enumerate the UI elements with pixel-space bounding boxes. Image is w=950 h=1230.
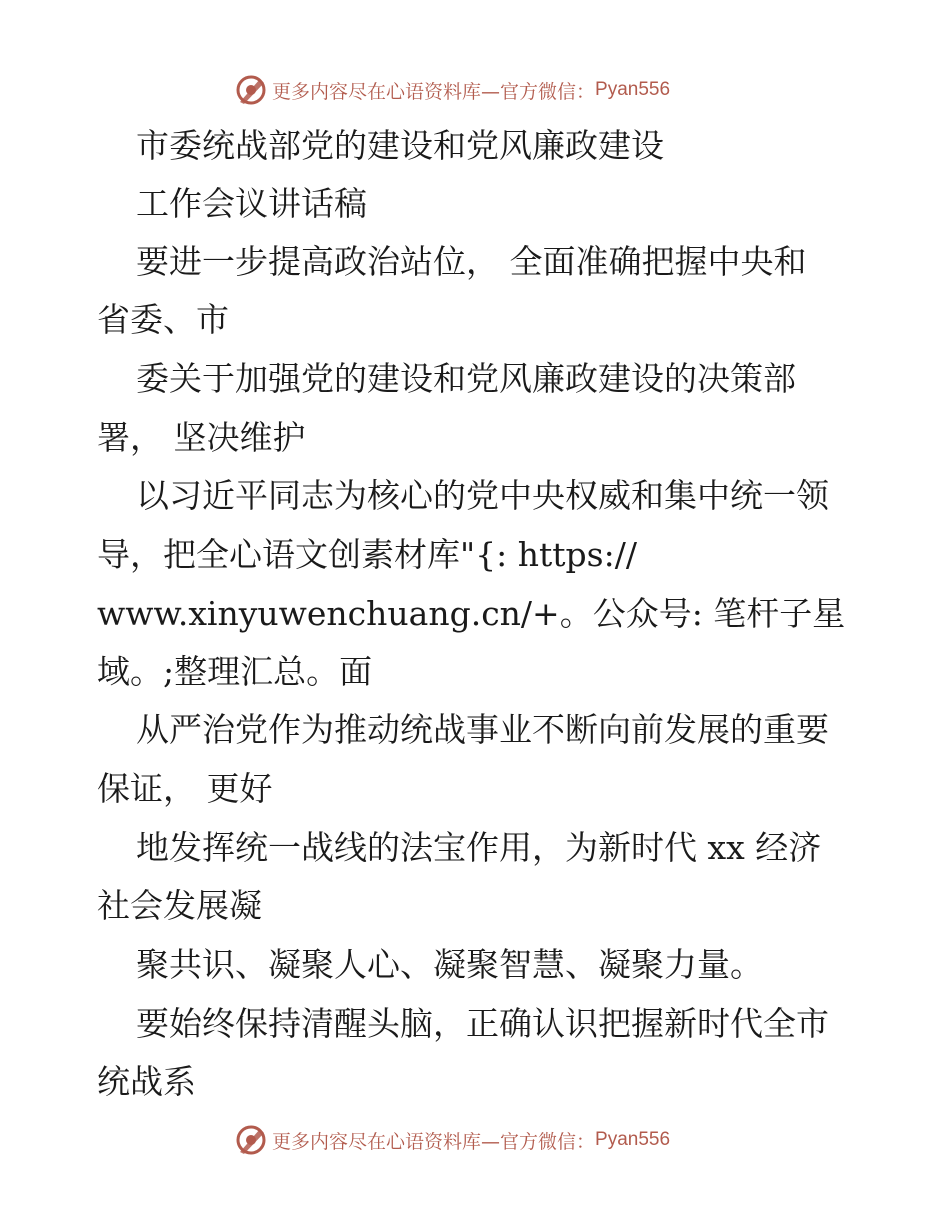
doc-line: 市委统战部党的建设和党风廉政建设 [136,126,664,165]
doc-line: 委关于加强党的建设和党风廉政建设的决策部 [136,359,796,398]
header-banner [234,70,670,110]
doc-line: 省委、市 [97,300,229,339]
pen-logo-icon [234,73,268,107]
doc-line: 工作会议讲话稿 [136,184,367,223]
doc-line: www.xinyuwenchuang.cn/+。公众号: 笔杆子星 [97,594,846,633]
banner-text: 更多内容尽在心语资料库—官方微信： [272,1130,596,1153]
pen-logo-icon [234,1123,268,1157]
banner-wechat-handle: Pyan556 [595,79,671,100]
footer-banner [234,1120,670,1160]
doc-line: 聚共识、凝聚人心、凝聚智慧、凝聚力量。 [136,945,763,984]
doc-line: 地发挥统一战线的法宝作用，为新时代 xx 经济 [136,828,822,867]
doc-line: 从严治党作为推动统战事业不断向前发展的重要 [136,710,829,749]
doc-line: 域。;整理汇总。面 [97,652,373,691]
doc-line: 要始终保持清醒头脑，正确认识把握新时代全市 [136,1004,829,1043]
banner-wechat-handle: Pyan556 [595,1129,671,1150]
doc-line: 社会发展凝 [97,886,262,925]
doc-line: 导，把全心语文创素材库"{: https:// [97,535,637,574]
doc-line: 以习近平同志为核心的党中央权威和集中统一领 [136,476,829,515]
banner-text: 更多内容尽在心语资料库—官方微信： [272,80,596,103]
doc-line: 署， 坚决维护 [97,418,306,457]
doc-line: 保证， 更好 [97,769,273,808]
doc-line: 统战系 [97,1062,196,1101]
doc-line: 要进一步提高政治站位， 全面准确把握中央和 [136,242,807,281]
